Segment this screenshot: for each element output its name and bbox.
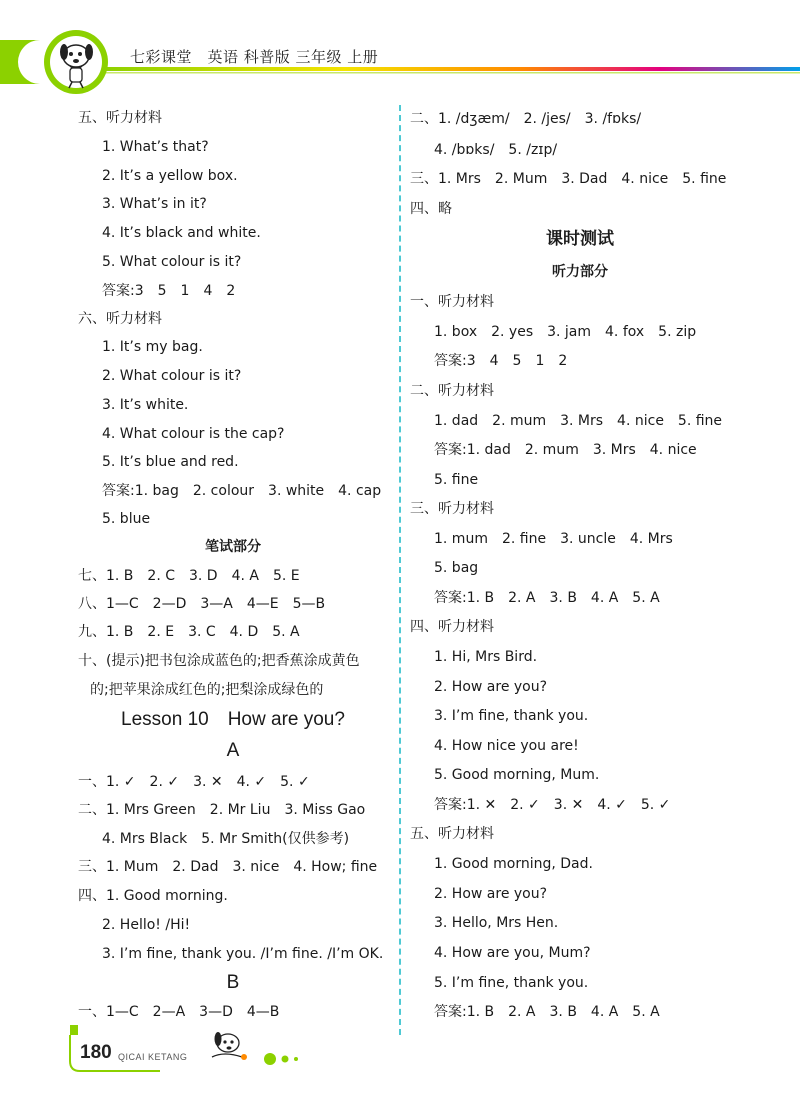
left-line: 八、1—C 2—D 3—A 4—E 5—B bbox=[78, 596, 326, 612]
left-line: 3. What’s in it? bbox=[102, 196, 207, 212]
left-line: 答案:3 5 1 4 2 bbox=[102, 283, 236, 299]
left-line: 笔试部分 bbox=[205, 539, 261, 555]
right-line: 3. I’m fine, thank you. bbox=[434, 708, 589, 724]
left-line: 一、1—C 2—A 3—D 4—B bbox=[78, 1004, 280, 1020]
left-line: 4. It’s black and white. bbox=[102, 225, 261, 241]
right-line: 答案:1. ✕ 2. ✓ 3. ✕ 4. ✓ 5. ✓ bbox=[434, 797, 671, 813]
left-line: 2. Hello! /Hi! bbox=[102, 917, 191, 933]
footer-dog-icon bbox=[212, 1032, 247, 1060]
right-line: 3. Hello, Mrs Hen. bbox=[434, 915, 559, 931]
left-line: 一、1. ✓ 2. ✓ 3. ✕ 4. ✓ 5. ✓ bbox=[78, 774, 310, 790]
left-line: 四、1. Good morning. bbox=[78, 888, 228, 904]
right-line: 4. How are you, Mum? bbox=[434, 945, 591, 961]
header-green-tab bbox=[0, 40, 40, 84]
right-line: 四、略 bbox=[410, 201, 452, 217]
left-line: Lesson 10 How are you? bbox=[121, 709, 345, 730]
left-line: 2. What colour is it? bbox=[102, 368, 242, 384]
right-line: 5. bag bbox=[434, 560, 479, 576]
left-line: 3. I’m fine, thank you. /I’m fine. /I’m OK. bbox=[102, 946, 384, 962]
left-line: 六、听力材料 bbox=[78, 311, 162, 327]
right-line: 1. box 2. yes 3. jam 4. fox 5. zip bbox=[434, 324, 697, 340]
right-line: 答案:1. dad 2. mum 3. Mrs 4. nice bbox=[434, 442, 697, 458]
right-line: 三、听力材料 bbox=[410, 501, 494, 517]
left-line: 3. It’s white. bbox=[102, 397, 189, 413]
right-line: 5. Good morning, Mum. bbox=[434, 767, 600, 783]
left-line: 九、1. B 2. E 3. C 4. D 5. A bbox=[78, 624, 300, 640]
footer-dot-medium bbox=[282, 1056, 289, 1063]
left-line: 4. Mrs Black 5. Mr Smith(仅供参考) bbox=[102, 831, 350, 847]
right-line: 1. mum 2. fine 3. uncle 4. Mrs bbox=[434, 531, 673, 547]
right-line: 二、听力材料 bbox=[410, 383, 494, 399]
left-line: 七、1. B 2. C 3. D 4. A 5. E bbox=[78, 568, 300, 584]
right-line: 课时测试 bbox=[546, 229, 614, 249]
right-line: 1. dad 2. mum 3. Mrs 4. nice 5. fine bbox=[434, 413, 723, 429]
header-title: 七彩课堂 英语 科普版 三年级 上册 bbox=[130, 48, 379, 66]
left-line: 二、1. Mrs Green 2. Mr Liu 3. Miss Gao bbox=[78, 802, 366, 818]
left-line: 五、听力材料 bbox=[78, 110, 162, 126]
footer-dot-small bbox=[294, 1057, 298, 1061]
footer-graphic bbox=[0, 1015, 800, 1113]
left-line: 十、(提示)把书包涂成蓝色的;把香蕉涂成黄色 bbox=[78, 653, 360, 669]
right-line: 答案:3 4 5 1 2 bbox=[434, 353, 568, 369]
footer-brand: QICAI KETANG bbox=[118, 1052, 188, 1062]
footer-dot-large bbox=[264, 1053, 276, 1065]
right-line: 1. Hi, Mrs Bird. bbox=[434, 649, 538, 665]
right-line: 4. /bɒks/ 5. /zɪp/ bbox=[434, 142, 558, 158]
header-banner-graphic bbox=[0, 0, 800, 110]
page-number: 180 bbox=[80, 1042, 112, 1063]
right-line: 四、听力材料 bbox=[410, 619, 494, 635]
right-line: 一、听力材料 bbox=[410, 294, 494, 310]
right-line: 2. How are you? bbox=[434, 886, 548, 902]
right-line: 2. How are you? bbox=[434, 679, 548, 695]
left-line: 1. What’s that? bbox=[102, 139, 209, 155]
right-line: 1. Good morning, Dad. bbox=[434, 856, 593, 872]
right-line: 五、听力材料 bbox=[410, 826, 494, 842]
left-line: 三、1. Mum 2. Dad 3. nice 4. How; fine bbox=[78, 859, 378, 875]
left-line: 4. What colour is the cap? bbox=[102, 426, 285, 442]
left-line: B bbox=[226, 972, 240, 993]
header-color-stripe bbox=[100, 67, 800, 71]
right-line: 二、1. /dʒæm/ 2. /jes/ 3. /fɒks/ bbox=[410, 111, 642, 127]
page-footer bbox=[0, 1015, 800, 1113]
left-line: 1. It’s my bag. bbox=[102, 339, 203, 355]
page-header bbox=[0, 0, 800, 110]
right-line: 4. How nice you are! bbox=[434, 738, 579, 754]
column-divider bbox=[399, 105, 401, 1035]
right-line: 三、1. Mrs 2. Mum 3. Dad 4. nice 5. fine bbox=[410, 171, 727, 187]
left-line: 2. It’s a yellow box. bbox=[102, 168, 238, 184]
right-line: 答案:1. B 2. A 3. B 4. A 5. A bbox=[434, 1004, 660, 1020]
left-line: 答案:1. bag 2. colour 3. white 4. cap bbox=[102, 483, 382, 499]
left-line: 5. blue bbox=[102, 511, 151, 527]
right-line: 答案:1. B 2. A 3. B 4. A 5. A bbox=[434, 590, 660, 606]
left-line: A bbox=[226, 740, 240, 761]
left-line: 5. It’s blue and red. bbox=[102, 454, 239, 470]
right-line: 听力部分 bbox=[552, 264, 608, 280]
left-line: 5. What colour is it? bbox=[102, 254, 242, 270]
right-line: 5. I’m fine, thank you. bbox=[434, 975, 589, 991]
right-line: 5. fine bbox=[434, 472, 479, 488]
left-line: 的;把苹果涂成红色的;把梨涂成绿色的 bbox=[90, 682, 324, 698]
